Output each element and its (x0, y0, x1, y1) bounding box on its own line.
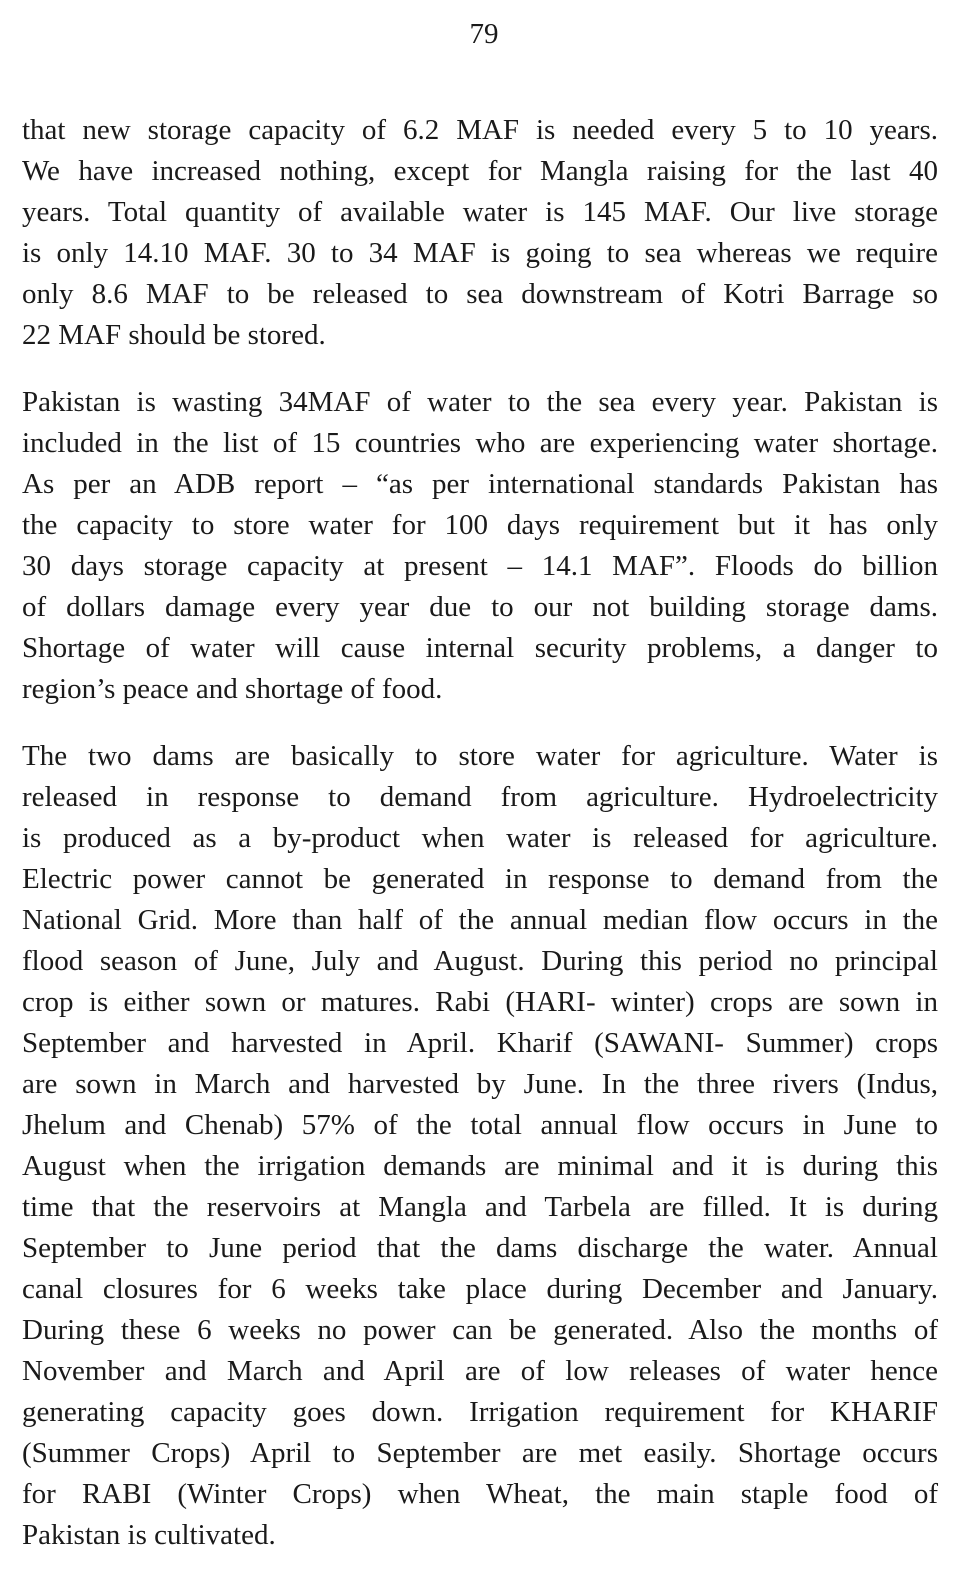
text-line: only 8.6 MAF to be released to sea downstream of Kotri Barrage so (22, 278, 938, 310)
page-body (22, 110, 938, 1582)
text-line: for RABI (Winter Crops) when Wheat, the main staple food of (22, 1478, 938, 1510)
text-line: released in response to demand from agriculture. Hydroelectricity (22, 781, 938, 813)
text-line: are sown in March and harvested by June. In the three rivers (Indus, (22, 1068, 938, 1100)
text-line: flood season of June, July and August. During this period no principal (22, 945, 938, 977)
page-number: 79 (469, 18, 499, 50)
text-line: is only 14.10 MAF. 30 to 34 MAF is going to sea whereas we require (22, 237, 938, 269)
text-line: crop is either sown or matures. Rabi (HARI- winter) crops are sown in (22, 986, 938, 1018)
text-line: canal closures for 6 weeks take place during December and January. (22, 1273, 938, 1305)
text-line: Shortage of water will cause internal security problems, a danger to (22, 632, 938, 664)
text-line: years. Total quantity of available water is 145 MAF. Our live storage (22, 196, 938, 228)
text-line: (Summer Crops) April to September are met easily. Shortage occurs (22, 1437, 938, 1469)
text-line: Pakistan is wasting 34MAF of water to the sea every year. Pakistan is (22, 386, 938, 418)
text-line: is produced as a by-product when water is released for agriculture. (22, 822, 938, 854)
text-line: Jhelum and Chenab) 57% of the total annual flow occurs in June to (22, 1109, 938, 1141)
text-line: included in the list of 15 countries who are experiencing water shortage. (22, 427, 938, 459)
paragraph (22, 736, 938, 1556)
text-line: Pakistan is cultivated. (22, 1519, 276, 1551)
text-line: the capacity to store water for 100 days requirement but it has only (22, 509, 938, 541)
text-line: that new storage capacity of 6.2 MAF is needed every 5 to 10 years. (22, 114, 938, 146)
text-line: region’s peace and shortage of food. (22, 673, 443, 705)
text-line: August when the irrigation demands are minimal and it is during this (22, 1150, 938, 1182)
text-line: September to June period that the dams discharge the water. Annual (22, 1232, 938, 1264)
text-line: generating capacity goes down. Irrigation requirement for KHARIF (22, 1396, 938, 1428)
text-line: Electric power cannot be generated in response to demand from the (22, 863, 938, 895)
paragraph (22, 110, 938, 356)
text-line: November and March and April are of low releases of water hence (22, 1355, 938, 1387)
text-line: National Grid. More than half of the annual median flow occurs in the (22, 904, 938, 936)
text-line: of dollars damage every year due to our not building storage dams. (22, 591, 938, 623)
text-line: 22 MAF should be stored. (22, 319, 326, 351)
text-line: We have increased nothing, except for Mangla raising for the last 40 (22, 155, 938, 187)
text-line: The two dams are basically to store water for agriculture. Water is (22, 740, 938, 772)
text-line: As per an ADB report – “as per international standards Pakistan has (22, 468, 938, 500)
text-line: time that the reservoirs at Mangla and Tarbela are filled. It is during (22, 1191, 938, 1223)
paragraph (22, 382, 938, 710)
text-line: During these 6 weeks no power can be generated. Also the months of (22, 1314, 938, 1346)
text-line: 30 days storage capacity at present – 14.1 MAF”. Floods do billion (22, 550, 938, 582)
text-line: September and harvested in April. Kharif (SAWANI- Summer) crops (22, 1027, 938, 1059)
